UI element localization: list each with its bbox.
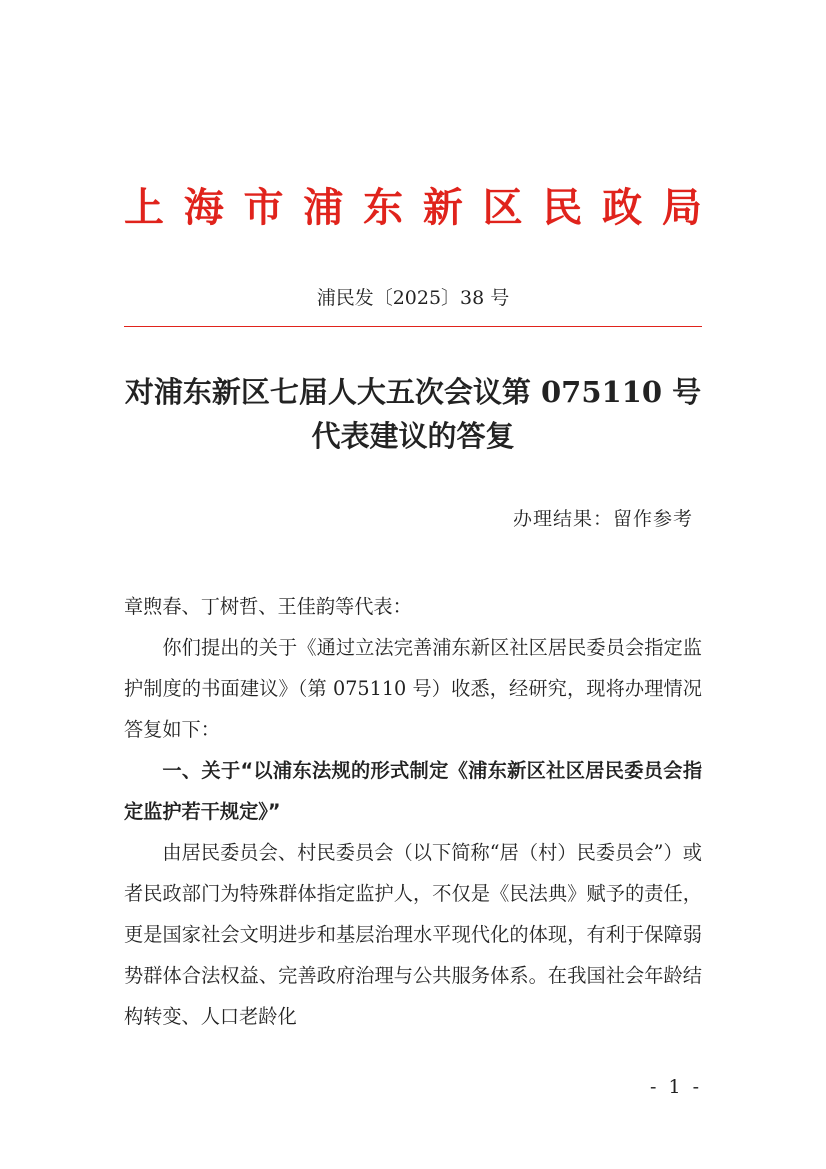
header-char: 新 (422, 185, 463, 231)
page-number: - 1 - (649, 1076, 702, 1098)
header-char: 市 (243, 185, 284, 231)
header-char: 上 (124, 185, 164, 231)
intro-paragraph: 你们提出的关于《通过立法完善浦东新区社区居民委员会指定监护制度的书面建议》（第 075110 号）收悉，经研究，现将办理情况答复如下： (124, 636, 702, 741)
header-char: 浦 (303, 185, 344, 231)
issuing-organization-header (124, 176, 702, 240)
header-char: 区 (482, 185, 523, 231)
document-number: 浦民发〔2025〕38 号 (316, 287, 510, 309)
handling-result: 办理结果：留作参考 (512, 508, 693, 530)
header-char: 民 (542, 185, 583, 231)
salutation: 章煦春、丁树哲、王佳韵等代表： (124, 595, 412, 618)
title-line-2: 代表建议的答复 (311, 419, 515, 453)
document-title (124, 370, 702, 458)
section-heading: 一、关于“以浦东法规的形式制定《浦东新区社区居民委员会指定监护若干规定》” (124, 759, 702, 823)
body-paragraph: 由居民委员会、村民委员会（以下简称“居（村）民委员会”）或者民政部门为特殊群体指定监护人，不仅是《民法典》赋予的责任，更是国家社会文明进步和基层治理水平现代化的体现，有利于保障弱势群体合法权益、完善政府治理与公共服务体系。在我国社会年龄结构转变、人口老龄化 (124, 841, 702, 1028)
header-char: 东 (363, 185, 404, 231)
header-char: 局 (661, 185, 702, 231)
title-line-1: 对浦东新区七届人大五次会议第 075110 号 (124, 375, 702, 409)
header-char: 海 (183, 185, 224, 231)
document-body (124, 586, 702, 1037)
red-divider-line (124, 326, 702, 327)
header-char: 政 (602, 185, 643, 231)
